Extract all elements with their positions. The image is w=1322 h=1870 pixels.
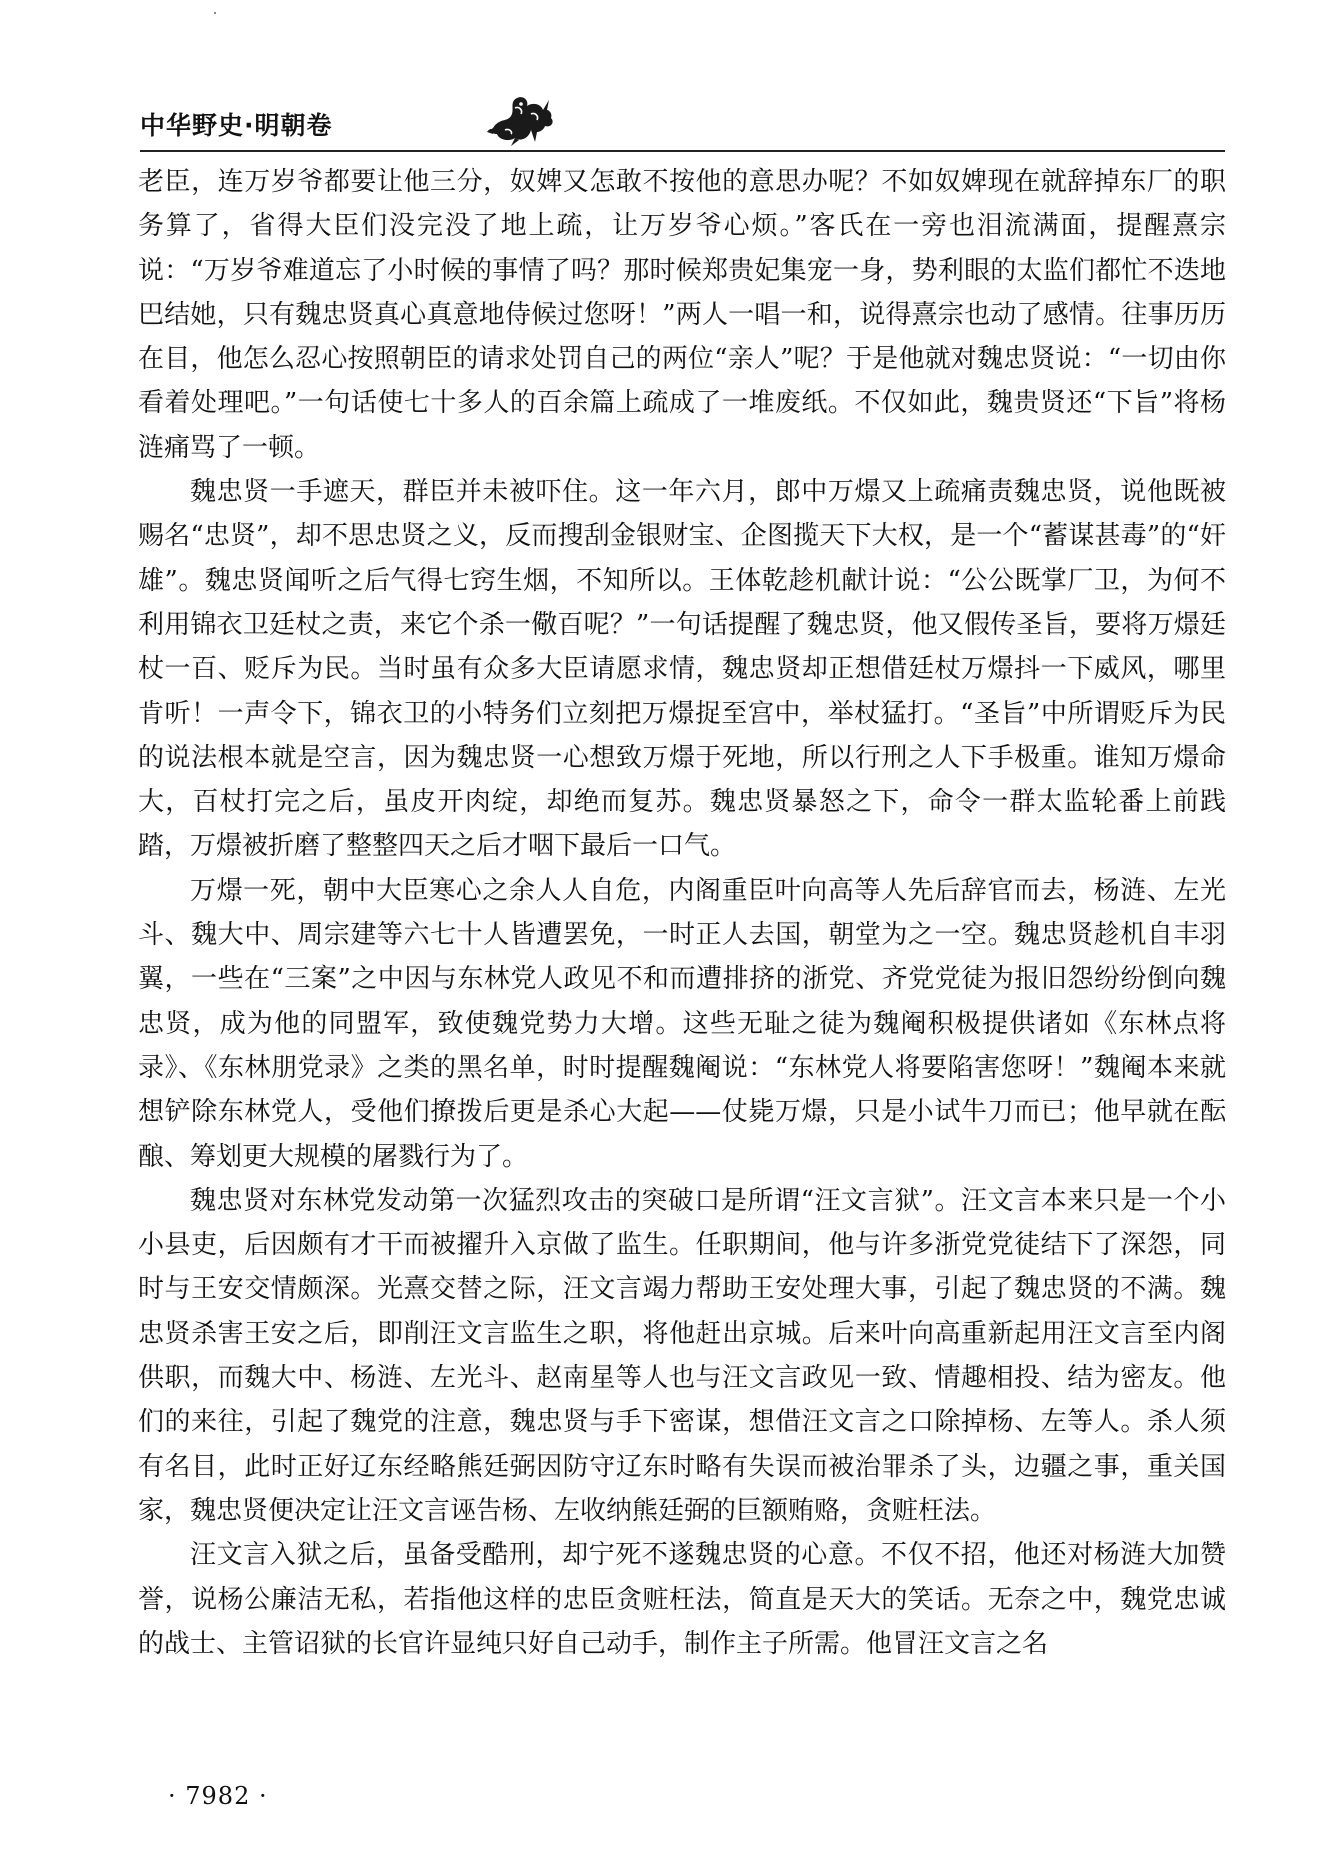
- page-header: [140, 100, 1225, 146]
- page-number: · 7982 ·: [168, 1782, 268, 1810]
- header-rule: [140, 150, 1225, 152]
- dragon-emblem-icon: [485, 88, 559, 150]
- book-title: 中华野史·明朝卷: [140, 111, 333, 140]
- paragraph: 魏忠贤对东林党发动第一次猛烈攻击的突破口是所谓“汪文言狱”。汪文言本来只是一个小小县吏，后因颇有才干而被擢升入京做了监生。任职期间，他与许多浙党党徒结下了深怨，同时与王安交情颇深。光熹交替之际，汪文言竭力帮助王安处理大事，引起了魏忠贤的不满。魏忠贤杀害王安之后，即削汪文言监生之职，将他赶出京城。后来叶向高重新起用汪文言至内阁供职，而魏大中、杨涟、左光斗、赵南星等人也与汪文言政见一致、情趣相投、结为密友。他们的来往，引起了魏党的注意，魏忠贤与手下密谋，想借汪文言之口除掉杨、左等人。杀人须有名目，此时正好辽东经略熊廷弼因防守辽东时略有失误而被治罪杀了头，边疆之事，重关国家，魏忠贤便决定让汪文言诬告杨、左收纳熊廷弼的巨额贿赂，贪赃枉法。: [138, 1185, 1226, 1526]
- paragraph: 万燝一死，朝中大臣寒心之余人人自危，内阁重臣叶向高等人先后辞官而去，杨涟、左光斗、魏大中、周宗建等六七十人皆遭罢免，一时正人去国，朝堂为之一空。魏忠贤趁机自丰羽翼，一些在“三案”之中因与东林党人政见不和而遭排挤的浙党、齐党党徒为报旧怨纷纷倒向魏忠贤，成为他的同盟军，致使魏党势力大增。这些无耻之徒为魏阉积极提供诸如《东林点将录》、《东林朋党录》之类的黑名单，时时提醒魏阉说：“东林党人将要陷害您呀！”魏阉本来就想铲除东林党人，受他们撩拨后更是杀心大起——仗毙万燝，只是小试牛刀而已；他早就在酝酿、筹划更大规模的屠戮行为了。: [138, 875, 1226, 1172]
- paragraph: 魏忠贤一手遮天，群臣并未被吓住。这一年六月，郎中万燝又上疏痛责魏忠贤，说他既被赐名“忠贤”，却不思忠贤之义，反而搜刮金银财宝、企图揽天下大权，是一个“蓄谋甚毒”的“奸雄”。魏忠贤闻听之后气得七窍生烟，不知所以。王体乾趁机献计说：“公公既掌厂卫，为何不利用锦衣卫廷杖之责，来它个杀一儆百呢？”一句话提醒了魏忠贤，他又假传圣旨，要将万燝廷杖一百、贬斥为民。当时虽有众多大臣请愿求情，魏忠贤却正想借廷杖万燝抖一下威风，哪里肯听！一声令下，锦衣卫的小特务们立刻把万燝捉至宫中，举杖猛打。“圣旨”中所谓贬斥为民的说法根本就是空言，因为魏忠贤一心想致万燝于死地，所以行刑之人下手极重。谁知万燝命大，百杖打完之后，虽皮开肉绽，却绝而复苏。魏忠贤暴怒之下，命令一群太监轮番上前践踏，万燝被折磨了整整四天之后才咽下最后一口气。: [138, 477, 1226, 862]
- paragraph: 老臣，连万岁爷都要让他三分，奴婢又怎敢不按他的意思办呢？不如奴婢现在就辞掉东厂的职务算了，省得大臣们没完没了地上疏，让万岁爷心烦。”客氏在一旁也泪流满面，提醒熹宗说：“万岁爷难道忘了小时候的事情了吗？那时候郑贵妃集宠一身，势利眼的太监们都忙不迭地巴结她，只有魏忠贤真心真意地侍候过您呀！”两人一唱一和，说得熹宗也动了感情。往事历历在目，他怎么忍心按照朝臣的请求处罚自己的两位“亲人”呢？于是他就对魏忠贤说：“一切由你看着处理吧。”一句话使七十多人的百余篇上疏成了一堆废纸。不仅如此，魏贵贤还“下旨”将杨涟痛骂了一顿。: [138, 167, 1226, 463]
- scan-speck: [214, 12, 216, 14]
- article-body: [138, 160, 1226, 1666]
- paragraph: 汪文言入狱之后，虽备受酷刑，却宁死不遂魏忠贤的心意。不仅不招，他还对杨涟大加赞誉，说杨公廉洁无私，若指他这样的忠臣贪赃枉法，简直是天大的笑话。无奈之中，魏党忠诚的战士、主管诏狱的长官许显纯只好自己动手，制作主子所需。他冒汪文言之名: [138, 1540, 1226, 1659]
